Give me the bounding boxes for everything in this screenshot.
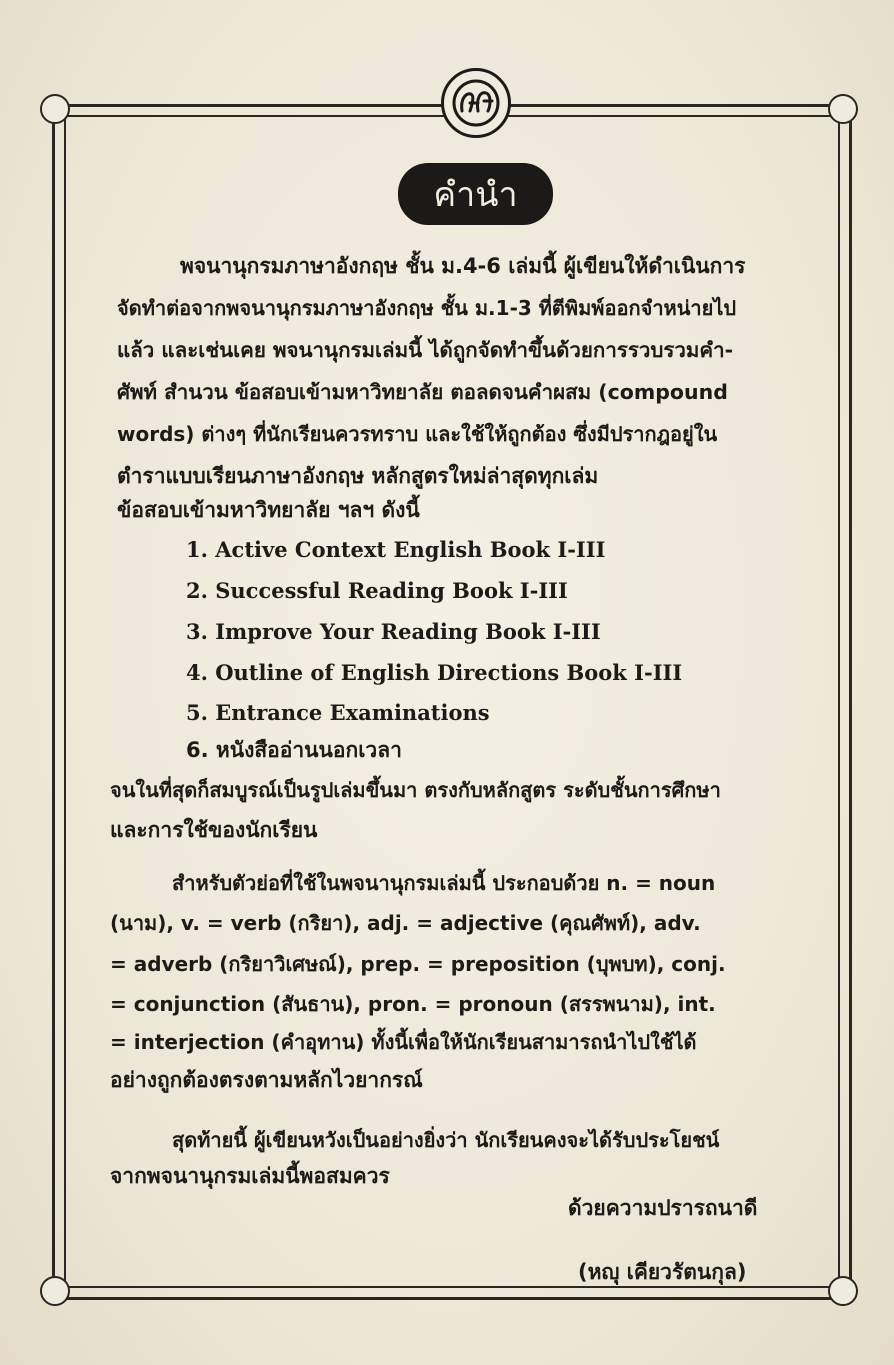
- corner-ornament-top-left: [40, 94, 70, 124]
- corner-ornament-bottom-left: [40, 1276, 70, 1306]
- paragraph-3-line: สำหรับตัวย่อที่ใช้ในพจนานุกรมเล่มนี้ ประกอบด้วย n. = noun: [172, 871, 716, 895]
- paragraph-3-line: อย่างถูกต้องตรงตามหลักไวยากรณ์: [110, 1068, 423, 1092]
- book-list-item: 1. Active Context English Book I-III: [186, 537, 606, 562]
- book-list-item: 4. Outline of English Directions Book I-III: [186, 660, 683, 685]
- author-signature: (หญุ เคียวรัตนกุล): [578, 1260, 747, 1284]
- page-title: คำนำ: [398, 163, 553, 225]
- publisher-logo-icon: [441, 68, 511, 138]
- corner-ornament-bottom-right: [828, 1276, 858, 1306]
- paragraph-2-line: จนในที่สุดก็สมบูรณ์เป็นรูปเล่มขึ้นมา ตรงกับหลักสูตร ระดับชั้นการศึกษา: [110, 778, 721, 802]
- corner-ornament-top-right: [828, 94, 858, 124]
- paragraph-2-line: และการใช้ของนักเรียน: [110, 818, 318, 842]
- paragraph-3-line: = adverb (กริยาวิเศษณ์), prep. = preposition (บุพบท), conj.: [110, 952, 726, 976]
- paragraph-1-line: ข้อสอบเข้ามหาวิทยาลัย ฯลฯ ดังนี้: [117, 498, 420, 522]
- paragraph-1-line: จัดทำต่อจากพจนานุกรมภาษาอังกฤษ ชั้น ม.1-3 ที่ตีพิมพ์ออกจำหน่ายไป: [117, 296, 737, 320]
- paragraph-4-line: สุดท้ายนี้ ผู้เขียนหวังเป็นอย่างยิ่งว่า นักเรียนคงจะได้รับประโยชน์: [172, 1128, 720, 1152]
- paragraph-3-line: = interjection (คำอุทาน) ทั้งนี้เพื่อให้นักเรียนสามารถนำไปใช้ได้: [110, 1030, 697, 1054]
- book-list-item: 6. หนังสืออ่านนอกเวลา: [186, 738, 402, 762]
- paragraph-4-line: จากพจนานุกรมเล่มนี้พอสมควร: [110, 1164, 390, 1188]
- paragraph-1-line: words) ต่างๆ ที่นักเรียนควรทราบ และใช้ให้ถูกต้อง ซึ่งมีปรากฎอยู่ใน: [117, 422, 718, 446]
- book-list-item: 3. Improve Your Reading Book I-III: [186, 619, 601, 644]
- book-list-item: 2. Successful Reading Book I-III: [186, 578, 568, 603]
- book-list-item: 5. Entrance Examinations: [186, 700, 490, 725]
- paragraph-3-line: (นาม), v. = verb (กริยา), adj. = adjective (คุณศัพท์), adv.: [110, 911, 701, 935]
- paragraph-1-line: ตำราแบบเรียนภาษาอังกฤษ หลักสูตรใหม่ล่าสุดทุกเล่ม: [117, 464, 599, 488]
- paragraph-3-line: = conjunction (สันธาน), pron. = pronoun (สรรพนาม), int.: [110, 992, 716, 1016]
- paragraph-1-line: พจนานุกรมภาษาอังกฤษ ชั้น ม.4-6 เล่มนี้ ผู้เขียนให้ดำเนินการ: [180, 254, 746, 278]
- paragraph-1-line: แล้ว และเช่นเคย พจนานุกรมเล่มนี้ ได้ถูกจัดทำขึ้นด้วยการรวบรวมคำ-: [117, 338, 734, 362]
- closing-salutation: ด้วยความปรารถนาดี: [568, 1196, 758, 1220]
- paragraph-1-line: ศัพท์ สำนวน ข้อสอบเข้ามหาวิทยาลัย ตอลดจนคำผสม (compound: [117, 380, 728, 404]
